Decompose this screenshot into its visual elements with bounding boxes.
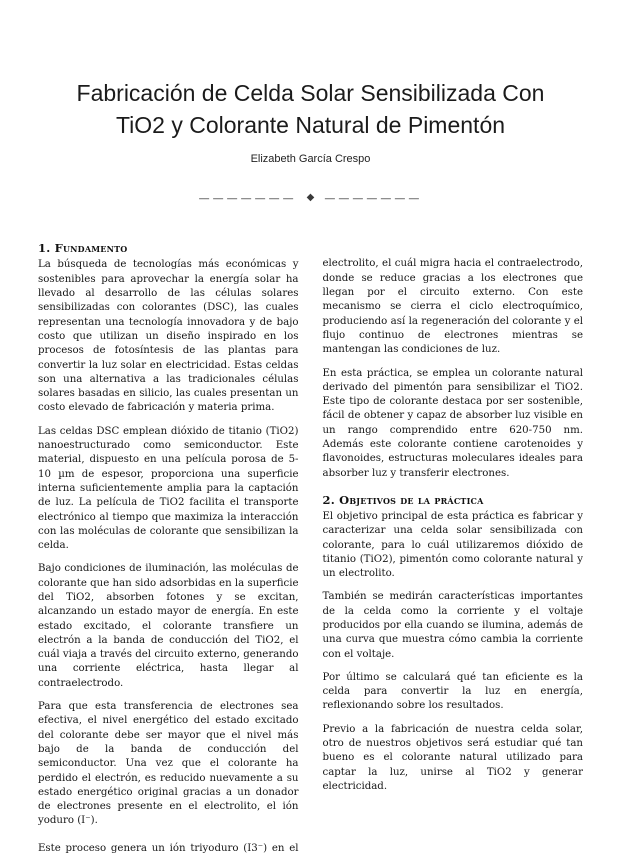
paragraph: También se medirán características importantes de la celda como la corriente y el voltaje producidos por ella cuando se ilumina, además de una curva que muestra cómo cambia la corriente con el voltaje. [322,591,583,660]
section-title: Objetivos de la práctica [339,492,484,507]
section-number: 1. [38,241,51,256]
section-title: Fundamento [54,241,128,256]
two-column-body [38,241,583,865]
section-number: 2. [322,492,335,507]
divider-dashes-left: ——————— [198,192,297,206]
section-divider [38,192,583,205]
paragraph: En esta práctica, se emplea un colorante natural derivado del pimentón para sensibilizar el TiO2. Este tipo de colorante destaca por ser sostenible, fácil de obtener y capaz de absorber luz visible en un rango comprendido entre 620-750 nm. Además este colorante contiene carotenoides y flavonoides, estructuras moleculares ideales para absorber luz y transferir electrones. [322,367,583,479]
paper-title [38,78,583,141]
paragraph: Previo a la fabricación de nuestra celda solar, otro de nuestros objetivos será estudiar qué tan bueno es el colorante natural utilizado para captar la luz, unirse al TiO2 y generar electricidad. [322,723,583,792]
paragraph: Por último se calculará qué tan eficiente es la celda para convertir la luz en energía, reflexionando sobre los resultados. [322,671,583,712]
paragraph: Para que esta transferencia de electrones sea efectiva, el nivel energético del estado excitado del colorante debe ser mayor que el nivel más bajo de la banda de conducción del semiconductor. Una vez que el colorante ha perdido el electrón, es reducido nuevamente a su estado energético original gracias a un donador de electrones presente en el electrolito, el ión yoduro (I⁻). [38,701,299,827]
paragraph: El objetivo principal de esta práctica es fabricar y caracterizar una celda solar sensibilizada con colorante, para lo cuál utilizaremos dióxido de titanio (TiO2), pimentón como colorante natural y un electrolito. [322,510,583,580]
diamond-icon: ◆ [306,192,315,204]
paper-title-line1: Fabricación de Celda Solar Sensibilizada Con [76,80,545,106]
right-column [323,241,584,865]
section-heading-objetivos [323,493,584,507]
divider-dashes-right: ——————— [324,192,423,206]
paper-author: Elizabeth García Crespo [250,153,371,166]
paragraph: La búsqueda de tecnologías más económicas y sostenibles para aprovechar la energía solar ha llevado al desarrollo de las células solares sensibilizadas con colorantes (DSC), las cuales representan una tecnología innovadora y de bajo costo que utilizan un diseño inspirado en los procesos de fotosíntesis de las plantas para convertir la luz solar en electricidad. Estas celdas son una alternativa a las tradicionales células solares basadas en silicio, las cuales presentan un costo elevado de fabricación y materia prima. [38,259,299,414]
paper-title-line2: TiO2 y Colorante Natural de Pimentón [115,111,506,138]
paragraph: Bajo condiciones de iluminación, las moléculas de colorante que han sido adsorbidas en la superficie del TiO2, absorben fotones y se excitan, alcanzando un estado mayor de energía. En este estado excitado, el colorante transfiere un electrón a la banda de conducción del TiO2, el cuál viaja a través del circuito externo, generando una corriente eléctrica, hasta llegar al contraelectrodo. [38,563,299,689]
left-column [38,241,299,865]
paragraph: electrolito, el cuál migra hacia el contraelectrodo, donde se reduce gracias a los electrones que llegan por el circuito externo. Con este mecanismo se cierra el ciclo electroquímico, produciendo así la regeneración del colorante y el flujo continuo de electrones mientras se mantengan las condiciones de luz. [322,258,583,356]
paragraph: Las celdas DSC emplean dióxido de titanio (TiO2) nanoestructurado como semiconductor. Este material, dispuesto en una película porosa de 5-10 µm de espesor, proporciona una superficie interna suficientemente amplia para la captación de luz. La película de TiO2 facilita el transporte electrónico al tiempo que maximiza la interacción con las moléculas de colorante que sensibilizan la celda. [38,425,299,552]
paragraph: Este proceso genera un ión triyoduro (I3⁻) en el [38,842,299,854]
section-heading-fundamento [38,241,299,255]
